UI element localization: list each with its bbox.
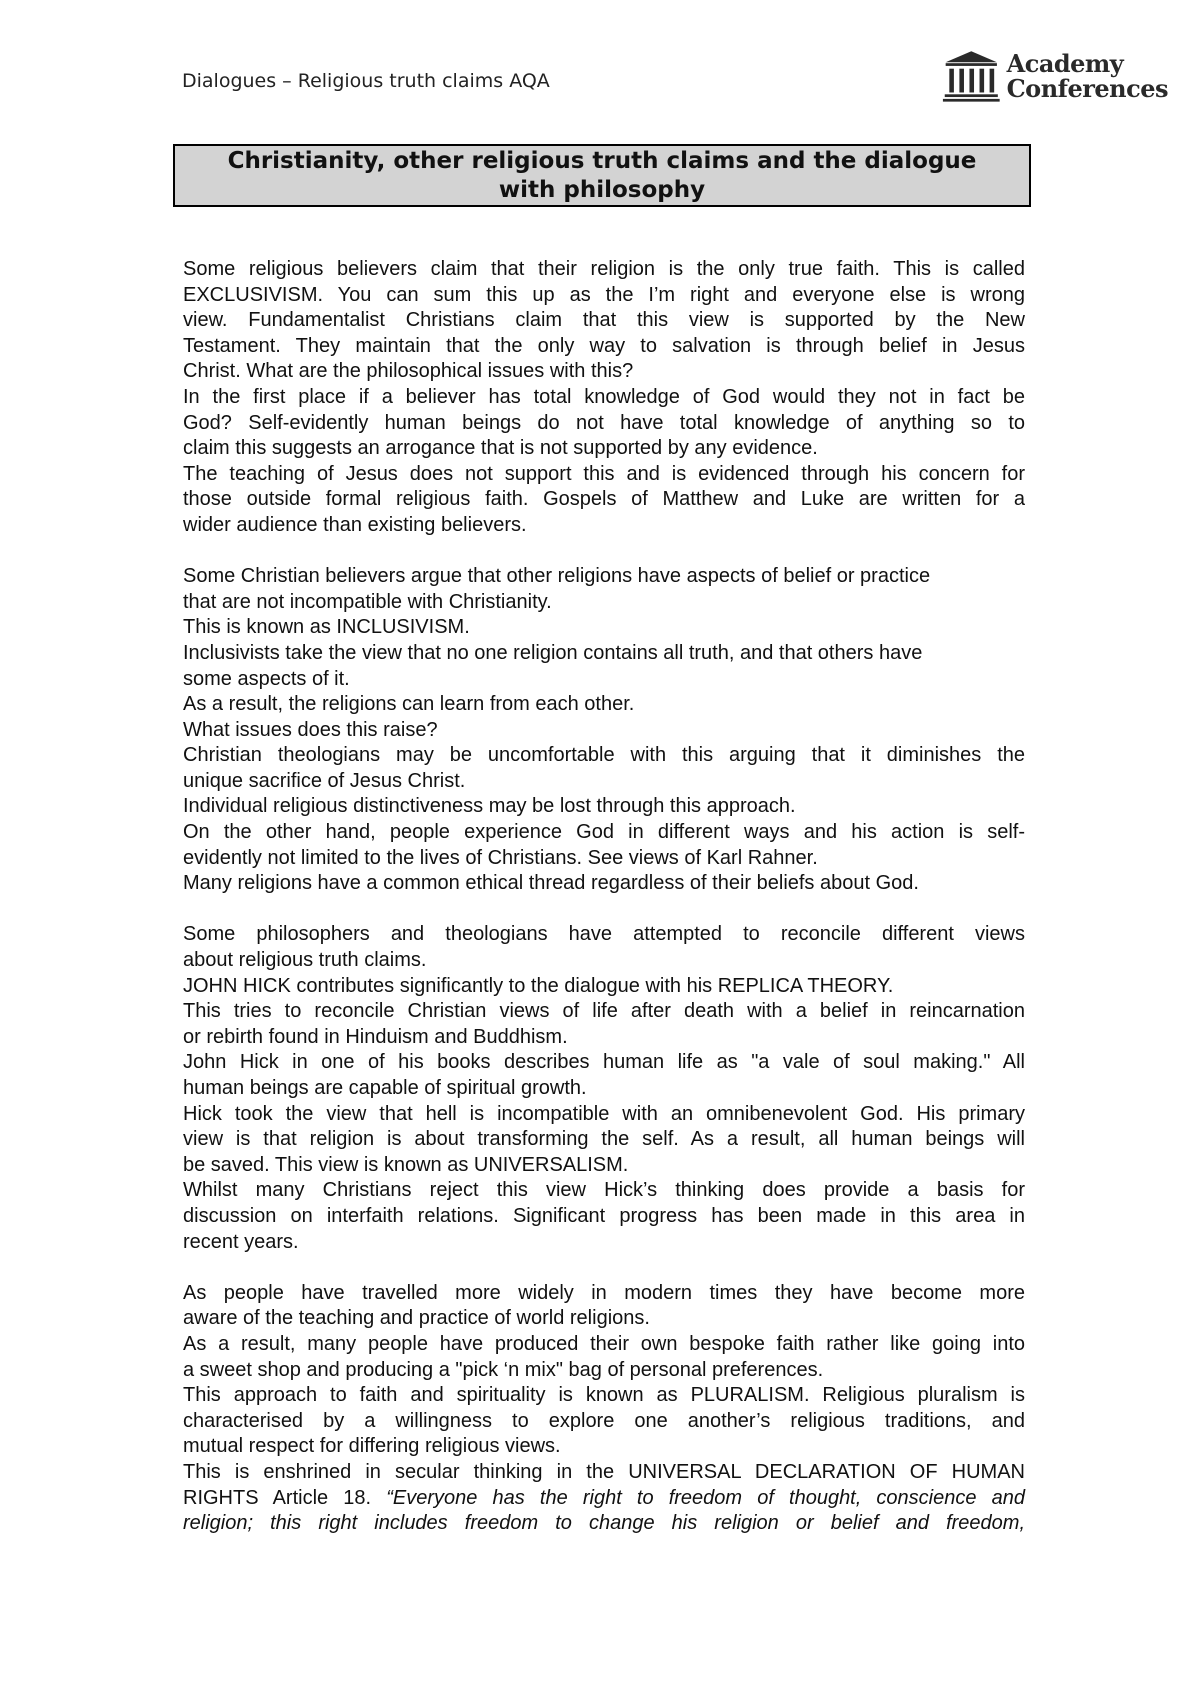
text-line: unique sacrifice of Jesus Christ. [183,769,466,792]
text-line: As a result, many people have produced their own bespoke faith rather like going into [183,1332,1025,1355]
text-line: This tries to reconcile Christian views of life after death with a belief in reincarnation [183,1000,1025,1023]
text-line: Hick took the view that hell is incompatible with an omnibenevolent God. His primary [183,1102,1025,1125]
logo-line-1: Academy [1006,49,1124,78]
text-line: Some Christian believers argue that other religions have aspects of belief or practice [183,565,931,588]
title-line-1: Christianity, other religious truth claims and the dialogue [227,147,977,174]
text-line: Inclusivists take the view that no one religion contains all truth, and that others have [183,641,923,664]
text-line: a sweet shop and producing a "pick ‘n mix" bag of personal preferences. [183,1358,824,1381]
text-line: John Hick in one of his books describes human life as "a vale of soul making." All [183,1051,1025,1074]
text-line: characterised by a willingness to explore one another’s religious traditions, and [183,1409,1025,1432]
document-title [188,147,1017,205]
section-pluralism [183,1281,1025,1537]
academy-conferences-logo [942,40,1168,112]
section-exclusivism [183,257,1025,539]
text-line: Christian theologians may be uncomfortable with this arguing that it diminishes the [183,744,1025,767]
section-inclusivism [183,564,1025,897]
text-line: This approach to faith and spirituality is known as PLURALISM. Religious pluralism is [183,1384,1025,1407]
text-line: This is known as INCLUSIVISM. [183,616,470,639]
text-line: JOHN HICK contributes significantly to the dialogue with his REPLICA THEORY. [183,974,894,997]
text-line: God? Self-evidently human beings do not have total knowledge of anything so to [183,411,1025,434]
text-line: be saved. This view is known as UNIVERSALISM. [183,1153,629,1176]
text-line: view is that religion is about transforming the self. As a result, all human beings will [183,1128,1025,1151]
text-line: evidently not limited to the lives of Christians. See views of Karl Rahner. [183,846,818,869]
running-header: Dialogues – Religious truth claims AQA [182,70,550,92]
document-title-box [173,144,1031,207]
paragraph-gap [183,539,1025,565]
text-line: Individual religious distinctiveness may be lost through this approach. [183,795,796,818]
text-line: On the other hand, people experience God in different ways and his action is self- [183,821,1025,844]
title-line-2: with philosophy [498,176,706,203]
article-prefix: RIGHTS Article 18. [183,1486,387,1509]
text-line: The teaching of Jesus does not support this and is evidenced through his concern for [183,462,1025,485]
section-universalism [183,922,1025,1255]
text-line: Whilst many Christians reject this view Hick’s thinking does provide a basis for [183,1179,1025,1202]
text-line: those outside formal religious faith. Gospels of Matthew and Luke are written for a [183,488,1025,511]
text-line: As people have travelled more widely in modern times they have become more [183,1281,1025,1304]
text-line: This is enshrined in secular thinking in the UNIVERSAL DECLARATION OF HUMAN [183,1460,1025,1483]
text-line: wider audience than existing believers. [183,513,527,536]
classical-building-icon [942,47,1001,105]
text-line: or rebirth found in Hinduism and Buddhism. [183,1025,568,1048]
text-line: EXCLUSIVISM. You can sum this up as the I’m right and everyone else is wrong [183,283,1025,306]
text-line: In the first place if a believer has total knowledge of God would they not in fact be [183,385,1025,408]
text-line: Christ. What are the philosophical issues with this? [183,360,634,383]
text-line: Testament. They maintain that the only way to salvation is through belief in Jesus [183,334,1025,357]
text-line: Some religious believers claim that their religion is the only true faith. This is called [183,258,1025,280]
text-line: about religious truth claims. [183,949,427,972]
article-quote-part-2: religion; this right includes freedom to change his religion or belief and freedom, [183,1512,1025,1535]
text-line [183,1486,1025,1512]
text-line: discussion on interfaith relations. Significant progress has been made in this area in [183,1204,1025,1227]
text-line: recent years. [183,1230,299,1253]
text-line: view. Fundamentalist Christians claim that this view is supported by the New [183,309,1025,332]
text-line: claim this suggests an arrogance that is not supported by any evidence. [183,437,818,460]
text-line: As a result, the religions can learn from each other. [183,693,635,716]
article-quote-part-1: “Everyone has the right to freedom of thought, conscience and [386,1486,1025,1509]
paragraph-gap [183,897,1025,923]
document-body [183,257,1025,1537]
text-line: that are not incompatible with Christianity. [183,590,552,613]
paragraph-gap [183,1255,1025,1281]
text-line: What issues does this raise? [183,718,438,741]
text-line: Many religions have a common ethical thread regardless of their beliefs about God. [183,872,919,895]
text-line: mutual respect for differing religious views. [183,1435,561,1458]
text-line: human beings are capable of spiritual growth. [183,1077,587,1099]
text-line: aware of the teaching and practice of world religions. [183,1307,650,1330]
logo-line-2: Conferences [1006,74,1168,103]
text-line: Some philosophers and theologians have attempted to reconcile different views [183,923,1025,946]
text-line: some aspects of it. [183,667,350,690]
